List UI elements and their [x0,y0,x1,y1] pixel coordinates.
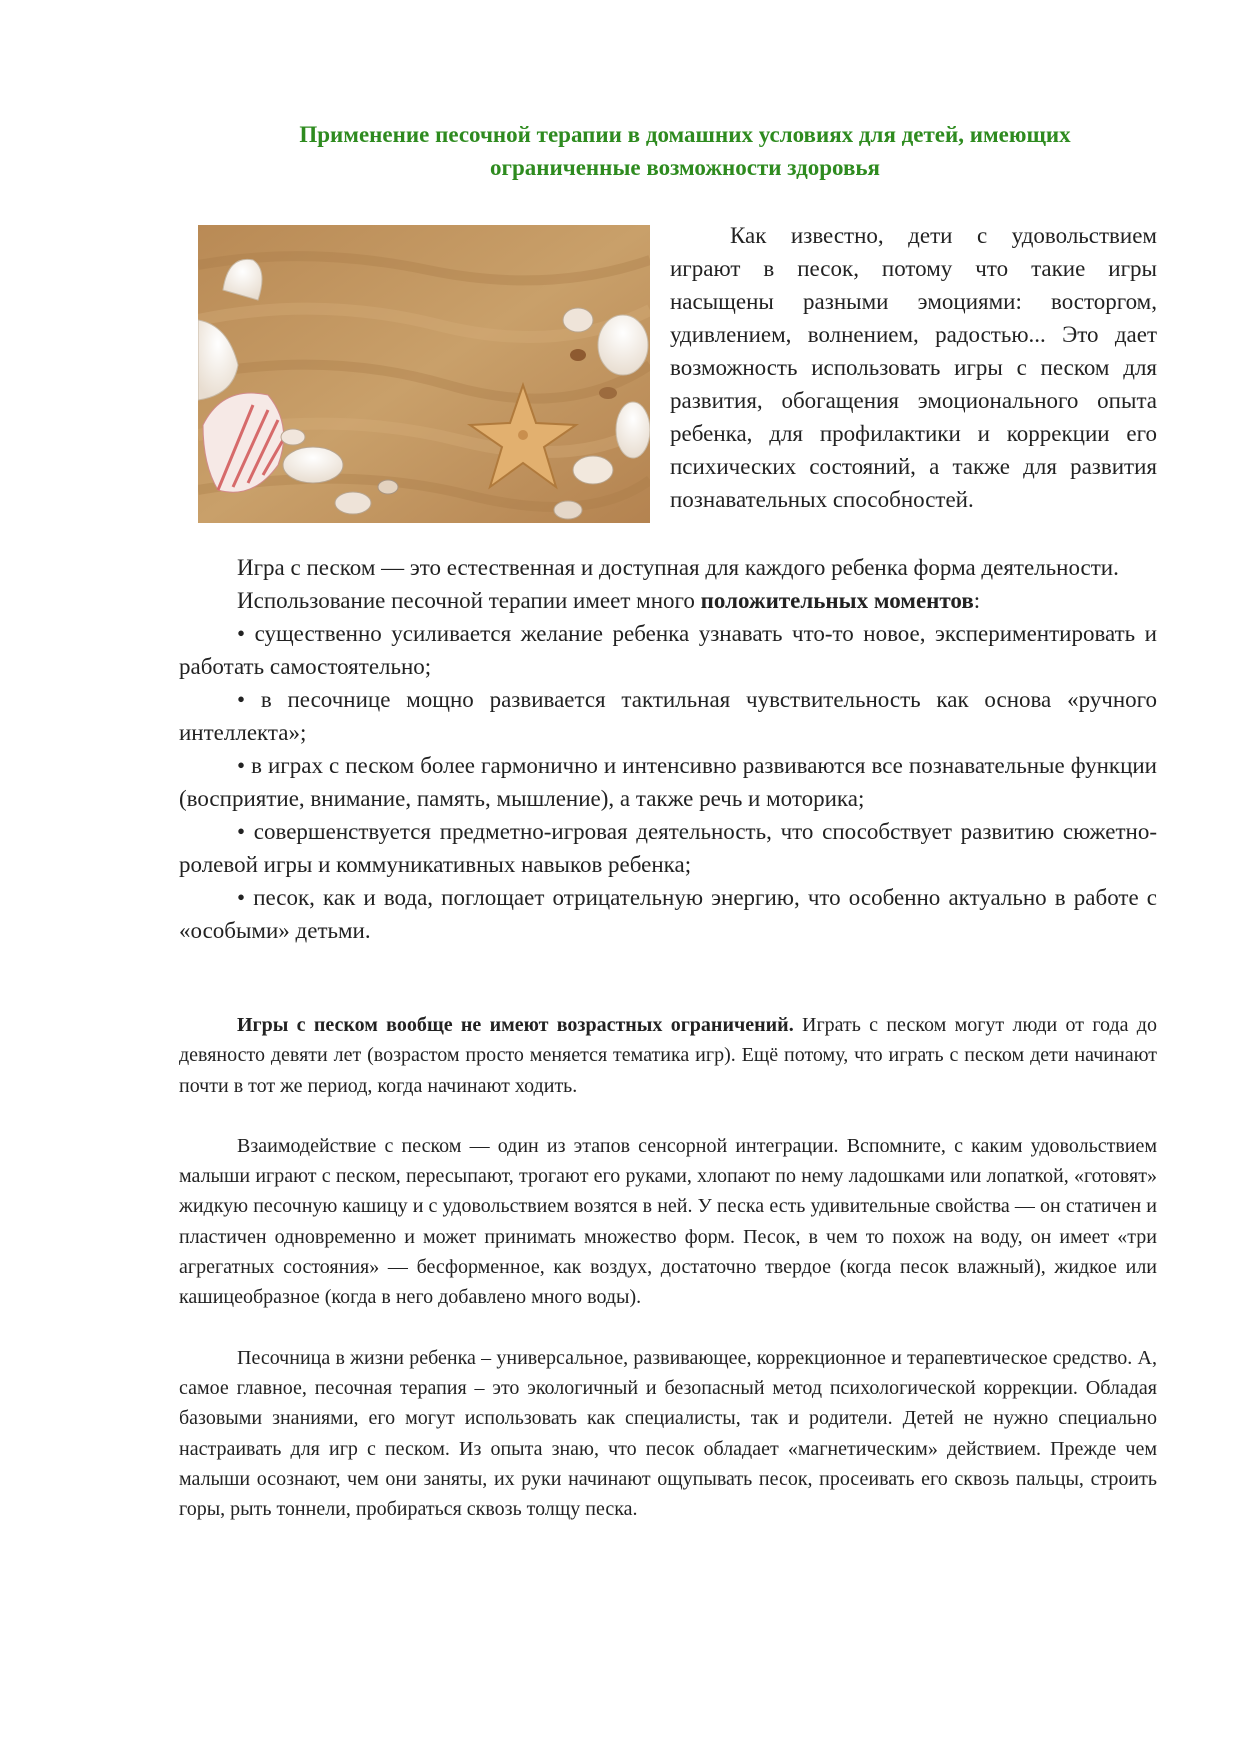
page-title [235,118,1135,184]
bullet-item: • существенно усиливается желание ребенка узнавать что-то новое, экспериментировать и работать самостоятельно; [179,621,1157,679]
title-line-1: Применение песочной терапии в домашних условиях для детей, имеющих [299,122,1071,147]
bullet-item: • в песочнице мощно развивается тактильная чувствительность как основа «ручного интеллекта»; [179,687,1157,745]
paragraph-sensory: Взаимодействие с песком — один из этапов сенсорной интеграции. Вспомните, с каким удовольствием малыши играют с песком, пересыпают, трогают его руками, хлопают по нему ладошками или лопаткой, «готовят» жидкую песочную кашицу и с удовольствием возятся в ней. У песка есть удивительные свойства — он статичен и пластичен одновременно и может принимать множество форм. Песок, в чем то похож на воду, он имеет «три агрегатных состояния» — бесформенное, как воздух, достаточно твердое (когда песок влажный), жидкое или кашицеобразное (когда в него добавлено много воды). [179,1134,1157,1309]
paragraph-age [179,1010,1157,1101]
title-line-2: ограниченные возможности здоровья [490,155,880,180]
positive-bold: положительных моментов [700,588,974,613]
bullet-item: • совершенствуется предметно-игровая деятельность, что способствует развитию сюжетно-ролевой игры и коммуникативных навыков ребенка; [179,819,1157,877]
paragraph-natural: Игра с песком — это естественная и доступная для каждого ребенка форма деятельности. [237,555,1119,580]
main-text-block [179,551,1157,947]
paragraph-positive [179,584,1157,617]
bullet-item: • песок, как и вода, поглощает отрицательную энергию, что особенно актуально в работе с «особыми» детьми. [179,885,1157,943]
intro-paragraph: Как известно, дети с удовольствием играют в песок, потому что такие игры насыщены разными эмоциями: восторгом, удивлением, волнением, радостью... Это дает возможность использовать игры с песком для развития, обогащения эмоционального опыта ребенка, для профилактики и коррекции его психических состояний, а также для развития познавательных способностей. [670,223,1157,512]
sand-seashells-photo [198,225,650,523]
bullet-item: • в играх с песком более гармонично и интенсивно развиваются все познавательные функции (восприятие, внимание, память, мышление), а также речь и моторика; [179,753,1157,811]
positive-lead: Использование песочной терапии имеет много [237,588,701,613]
positive-colon: : [973,588,981,613]
age-bold: Игры с песком вообще не имеют возрастных ограничений. [237,1014,794,1036]
age-rest: Играть с песком могут люди от года до девяносто девяти лет (возрастом просто меняется тематика игр). Ещё потому, что играть с песком дети начинают почти в тот же период, когда начинают ходить. [179,1014,1157,1097]
lower-text-block [179,1010,1157,1554]
paragraph-sandbox: Песочница в жизни ребенка – универсальное, развивающее, коррекционное и терапевтическое средство. А, самое главное, песочная терапия – это экологичный и безопасный метод психологической коррекции. Обладая базовыми знаниями, его могут использовать как специалисты, так и родители. Детей не нужно специально настраивать для игр с песком. Из опыта знаю, что песок обладает «магнетическим» действием. Прежде чем малыши осознают, чем они заняты, их руки начинают ощупывать песок, просеивать его сквозь пальцы, строить горы, рыть тоннели, пробираться сквозь толщу песка. [179,1346,1157,1521]
